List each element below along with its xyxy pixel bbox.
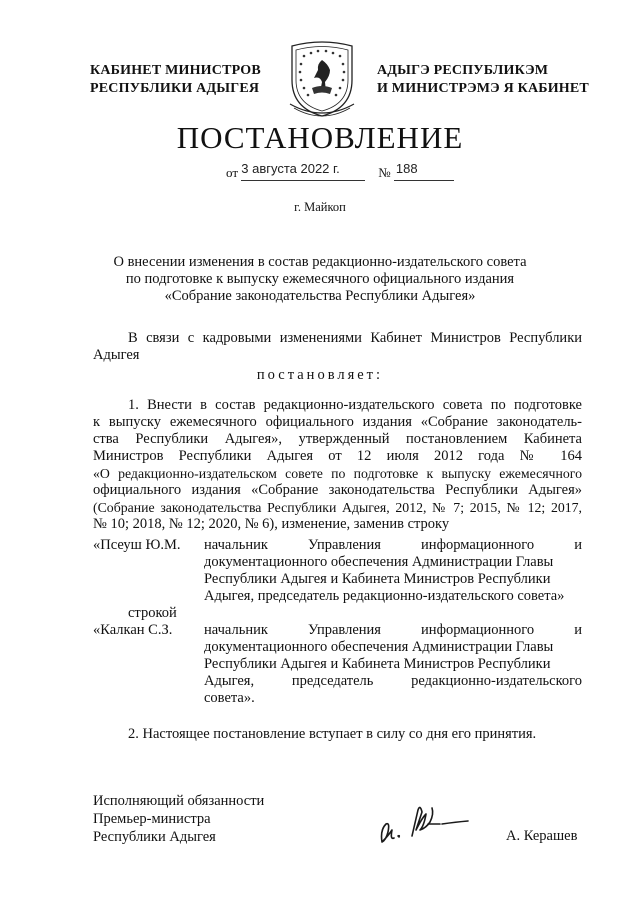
document-subject (80, 254, 560, 305)
date-field (241, 161, 365, 181)
new-entry-line: Республики Адыгея и Кабинета Министров Республики (204, 656, 551, 672)
handwritten-signature (368, 800, 480, 850)
old-entry-line: Адыгея, председатель редакционно-издательского совета» (204, 588, 565, 604)
org-name-adyghe-line2: И МИНИСТРЭМЭ Я КАБИНЕТ (377, 81, 589, 96)
item1-line: № 10; 2018, № 12; 2020, № 6), изменение, заменив строку (93, 516, 450, 532)
subject-line: по подготовке к выпуску ежемесячного официального издания (125, 271, 515, 287)
org-name-adyghe (377, 62, 589, 98)
new-entry-line: начальник Управления информационного и (204, 622, 582, 638)
item1-line: (Собрание законодательства Республики Адыгея, 2012, № 7; 2015, № 12; 2017, (93, 500, 582, 515)
item1-line: к выпуску ежемесячного официального издания «Собрание законодатель- (93, 414, 582, 430)
signatory-position (93, 792, 264, 846)
replace-word: строкой (128, 605, 177, 621)
org-name-russian-line1: КАБИНЕТ МИНИСТРОВ (90, 63, 261, 78)
old-entry-line: начальник Управления информационного и (204, 537, 582, 553)
signatory-position-line: Республики Адыгея (93, 829, 216, 845)
item2-text: 2. Настоящее постановление вступает в силу со дня его принятия. (128, 726, 537, 742)
org-name-russian (90, 62, 261, 98)
item1-line: «О редакционно-издательском совете по подготовке к выпуску ежемесячного (93, 466, 582, 481)
org-name-adyghe-line1: АДЫГЭ РЕСПУБЛИКЭМ (377, 63, 549, 78)
decree-word: постановляет: (256, 367, 384, 383)
number-field (394, 161, 454, 181)
new-entry-name: «Калкан С.З. (93, 622, 173, 638)
new-entry-line: Адыгея, председатель редакционно-издательского (204, 673, 582, 689)
old-entry-line: Республики Адыгея и Кабинета Министров Республики (204, 571, 551, 587)
document-type-title: ПОСТАНОВЛЕНИЕ (176, 120, 464, 155)
old-entry-name: «Псеуш Ю.М. (93, 537, 181, 553)
subject-line: О внесении изменения в состав редакционно-издательского совета (113, 254, 527, 270)
old-entry-line: документационного обеспечения Администрации Главы (204, 554, 554, 570)
date-prefix: от (226, 165, 239, 180)
signatory-position-line: Исполняющий обязанности (93, 793, 265, 809)
preamble-line: Адыгея (93, 347, 140, 363)
item1-line: ства Республики Адыгея», утвержденный постановлением Кабинета (93, 431, 582, 447)
new-entry-line: совета». (204, 690, 255, 706)
item1-line: Министров Республики Адыгея от 12 июля 2012 года № 164 (93, 448, 582, 464)
number-prefix: № (378, 165, 391, 180)
coat-of-arms-emblem (284, 38, 360, 120)
new-entry-line: документационного обеспечения Администрации Главы (204, 639, 554, 655)
city-line: г. Майкоп (294, 200, 346, 214)
signatory-name: А. Керашев (506, 828, 578, 844)
date-value: 3 августа 2022 г. (241, 161, 340, 176)
signatory-position-line: Премьер-министра (93, 811, 211, 827)
item1-line: 1. Внести в состав редакционно-издательского совета по подготовке (128, 397, 582, 413)
date-number-line (226, 161, 454, 181)
subject-line: «Собрание законодательства Республики Адыгея» (164, 288, 476, 304)
number-value: 188 (395, 161, 418, 176)
item1-line: официального издания «Собрание законодательства Республики Адыгея» (93, 482, 582, 498)
org-name-russian-line2: РЕСПУБЛИКИ АДЫГЕЯ (90, 81, 260, 96)
preamble-line: В связи с кадровыми изменениями Кабинет Министров Республики (128, 330, 582, 346)
